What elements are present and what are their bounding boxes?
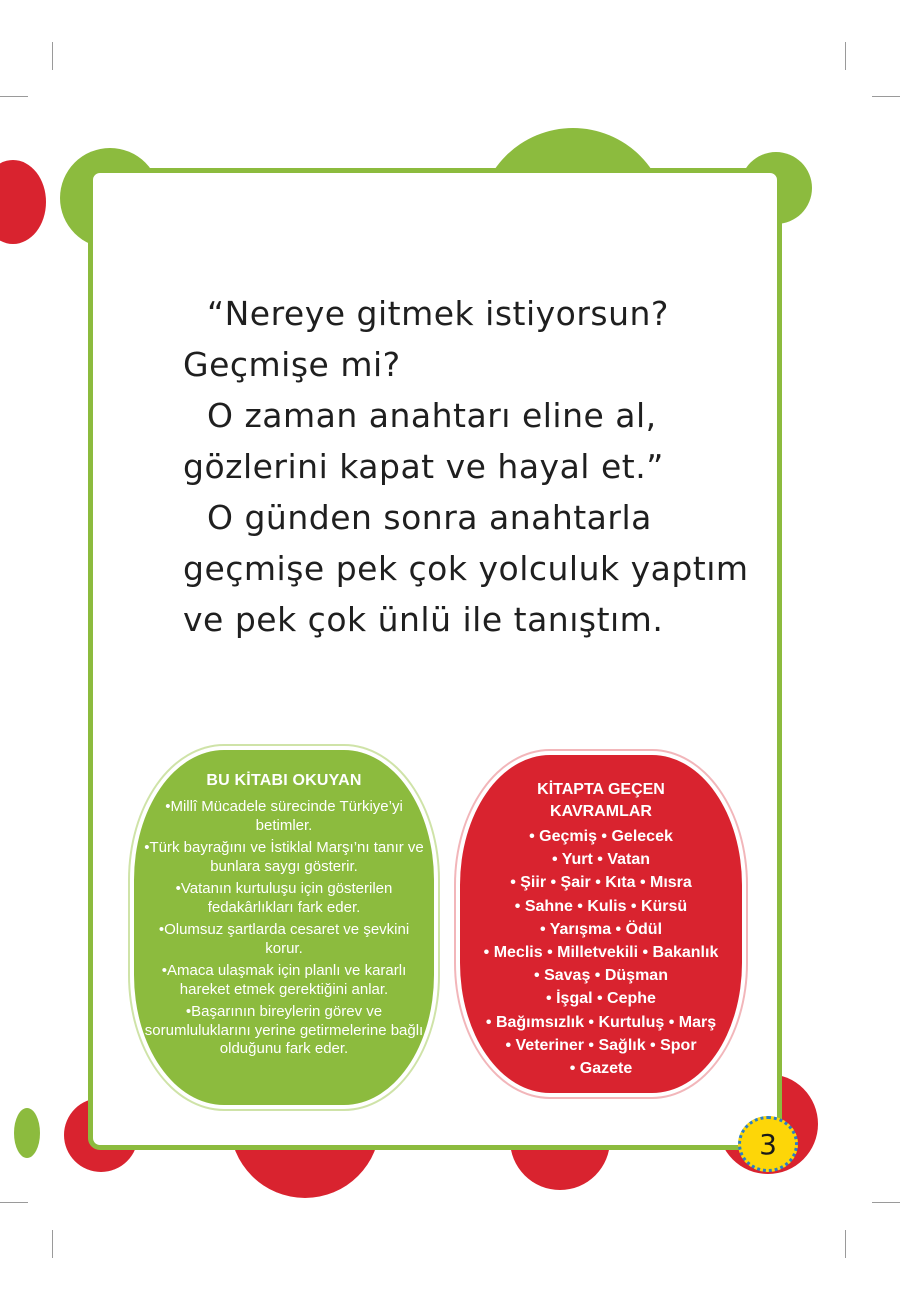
story-text (183, 288, 749, 645)
story-line: gözlerini kapat ve hayal et.” (183, 447, 664, 486)
concepts-panel (460, 755, 742, 1093)
page-number: 3 (759, 1127, 777, 1161)
reader-panel-title: BU KİTABI OKUYAN (206, 772, 362, 789)
story-line: “Nereye gitmek istiyorsun? (207, 294, 669, 333)
story-line: ve pek çok ünlü ile tanıştım. (183, 600, 664, 639)
outcome-item: •Türk bayrağını ve İstiklal Marşı’nı tanır ve bunlara saygı gösterir. (144, 839, 424, 875)
crop-mark (845, 42, 846, 70)
concept-line: • Sahne • Kulis • Kürsü (514, 897, 688, 915)
concepts-list (460, 825, 742, 1080)
decor-circle (14, 1108, 40, 1158)
outcome-item: •Amaca ulaşmak için planlı ve kararlı hareket etmek gerektiğini anlar. (161, 962, 407, 998)
crop-mark (52, 1230, 53, 1258)
concepts-panel-title (460, 779, 742, 823)
crop-mark (872, 96, 900, 97)
concepts-title-line: KAVRAMLAR (550, 803, 652, 820)
crop-mark (0, 1202, 28, 1203)
concept-line: • İşgal • Cephe (546, 990, 656, 1008)
page-number-badge (738, 1116, 798, 1172)
concept-line: • Geçmiş • Gelecek (529, 828, 673, 845)
outcome-item: •Olumsuz şartlarda cesaret ve şevkini korur. (158, 921, 410, 957)
outcome-item: •Vatanın kurtuluşu için gösterilen fedakârlıkları fark eder. (175, 880, 393, 916)
concept-line: • Veteriner • Sağlık • Spor (505, 1036, 697, 1054)
outcome-item: •Millî Mücadele sürecinde Türkiye’yi betimler. (165, 798, 403, 834)
crop-mark (872, 1202, 900, 1203)
reader-outcomes-list (134, 798, 434, 1059)
concepts-title-line: KİTAPTA GEÇEN (537, 781, 665, 798)
concept-line: • Şiir • Şair • Kıta • Mısra (510, 874, 692, 892)
outcome-item: •Başarının bireylerin görev ve sorumluluklarını yerine getirmelerine bağlı olduğunu fark eder. (144, 1003, 424, 1057)
crop-mark (845, 1230, 846, 1258)
concept-line: • Bağımsızlık • Kurtuluş • Marş (485, 1013, 717, 1031)
concept-line: • Yurt • Vatan (551, 851, 651, 869)
concept-line: • Yarışma • Ödül (539, 920, 663, 938)
story-line: O günden sonra anahtarla (207, 498, 652, 537)
concept-line: • Gazete (569, 1060, 633, 1078)
concept-line: • Meclis • Milletvekili • Bakanlık (483, 944, 719, 962)
decor-circle (0, 160, 46, 244)
story-line: O zaman anahtarı eline al, (207, 396, 657, 435)
crop-mark (0, 96, 28, 97)
reader-outcomes-panel (134, 750, 434, 1105)
concept-line: • Savaş • Düşman (534, 967, 668, 985)
crop-mark (52, 42, 53, 70)
story-line: geçmişe pek çok yolculuk yaptım (183, 549, 749, 588)
story-line: Geçmişe mi? (183, 345, 401, 384)
